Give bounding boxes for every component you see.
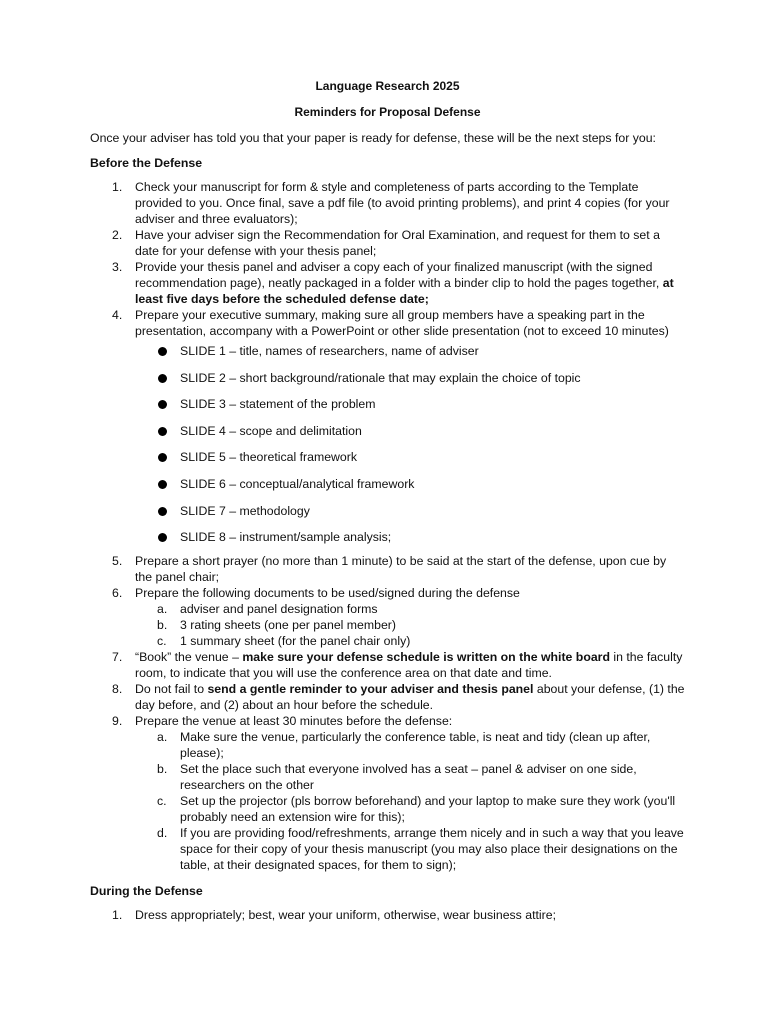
venue-list (135, 729, 685, 873)
step-text: Dress appropriately; best, wear your uniform, otherwise, wear business attire; (135, 908, 557, 923)
document-item (135, 633, 685, 649)
step-text: Prepare the following documents to be used/signed during the defense (135, 586, 520, 601)
step-text: Prepare your executive summary, making sure all group members have a speaking part in the presentation, accompany with a PowerPoint or other slide presentation (not to exceed 10 minutes) (135, 308, 669, 338)
slide-item (135, 529, 685, 549)
step-item (90, 179, 685, 227)
bullet-icon (158, 374, 167, 383)
step-text-continued: about your defense, (1) the day before, and (2) about an hour before the schedule. (135, 682, 685, 713)
step-item (90, 227, 685, 259)
document-text: 1 summary sheet (for the panel chair only) (180, 634, 411, 649)
slide-text: SLIDE 8 – instrument/sample analysis; (180, 530, 392, 545)
slide-item (135, 503, 685, 530)
document-item (135, 601, 685, 617)
venue-item (135, 825, 685, 873)
before-defense-steps (90, 179, 685, 873)
step-item (90, 307, 685, 549)
during-defense-heading: During the Defense (90, 884, 203, 899)
item-letter: a. (157, 602, 168, 617)
document-page (90, 78, 685, 923)
step-number: 8. (112, 682, 123, 697)
item-letter: c. (157, 794, 167, 809)
step-text-emphasis: at least five days before the scheduled defense date; (135, 276, 674, 306)
item-letter: b. (157, 618, 168, 633)
slide-text: SLIDE 3 – statement of the problem (180, 397, 376, 412)
venue-text: Set up the projector (pls borrow beforehand) and your laptop to make sure they work (you'll probably need an extension wire for this); (180, 794, 676, 825)
step-number: 1. (112, 180, 123, 194)
slide-item (135, 396, 685, 423)
step-text-emphasis: make sure your defense schedule is written on the white board (242, 650, 610, 665)
bullet-icon (158, 347, 167, 356)
step-number: 4. (112, 308, 123, 322)
bullet-icon (158, 533, 167, 542)
slide-item (135, 343, 685, 370)
step-number: 2. (112, 228, 123, 242)
step-number: 1. (112, 908, 123, 923)
step-text: Have your adviser sign the Recommendation for Oral Examination, and request for them to set a date for your defense with your thesis panel; (135, 228, 660, 258)
item-letter: a. (157, 730, 168, 745)
venue-item (135, 729, 685, 761)
step-text: Prepare the venue at least 30 minutes before the defense: (135, 714, 453, 729)
step-item (90, 585, 685, 649)
venue-text: Set the place such that everyone involved has a seat – panel & adviser on one side, researchers on the other (180, 762, 637, 793)
before-defense-heading: Before the Defense (90, 156, 203, 170)
bullet-icon (158, 427, 167, 436)
venue-item (135, 761, 685, 793)
bullet-icon (158, 400, 167, 409)
step-item (90, 649, 685, 681)
item-letter: c. (157, 634, 167, 649)
item-letter: d. (157, 826, 168, 841)
slide-item (135, 423, 685, 450)
step-item (90, 713, 685, 873)
slide-item (135, 476, 685, 503)
bullet-icon (158, 480, 167, 489)
documents-list (135, 601, 685, 649)
venue-text: Make sure the venue, particularly the conference table, is neat and tidy (clean up after, please); (180, 730, 651, 761)
slide-item (135, 449, 685, 476)
slide-text: SLIDE 2 – short background/rationale that may explain the choice of topic (180, 370, 581, 385)
slide-text: SLIDE 5 – theoretical framework (180, 450, 358, 465)
slide-list (135, 343, 685, 549)
step-text: Do not fail to (135, 682, 208, 697)
step-item (90, 907, 685, 923)
step-item (90, 259, 685, 307)
step-text: “Book” the venue – (135, 650, 243, 665)
step-number: 6. (112, 586, 123, 601)
venue-item (135, 793, 685, 825)
document-text: 3 rating sheets (one per panel member) (180, 618, 396, 633)
step-number: 9. (112, 714, 123, 729)
document-text: adviser and panel designation forms (180, 602, 378, 617)
venue-text: If you are providing food/refreshments, arrange them nicely and in such a way that you leave space for their copy of your thesis manuscript (you may also place their designations on the table, at their designated spaces, for them to sign); (180, 826, 684, 873)
intro-paragraph: Once your adviser has told you that your paper is ready for defense, these will be the next steps for you: (90, 131, 656, 145)
step-number: 5. (112, 554, 123, 569)
step-text: Provide your thesis panel and adviser a copy each of your finalized manuscript (with the signed recommendation page), neatly packaged in a folder with a binder clip to hold the pages together, (135, 260, 663, 290)
step-item (90, 681, 685, 713)
document-title: Language Research 2025 (315, 79, 460, 93)
slide-text: SLIDE 7 – methodology (180, 503, 310, 518)
step-text: Check your manuscript for form & style and completeness of parts according to the Template provided to you. Once final, save a pdf file (to avoid printing problems), and print 4 copies (for your adviser and three evaluators); (135, 180, 670, 226)
slide-text: SLIDE 6 – conceptual/analytical framework (180, 476, 415, 491)
step-text: Prepare a short prayer (no more than 1 minute) to be said at the start of the defense, upon cue by the panel chair; (135, 554, 667, 585)
during-defense-steps (90, 907, 685, 923)
step-item (90, 553, 685, 585)
step-number: 3. (112, 260, 123, 274)
bullet-icon (158, 453, 167, 462)
item-letter: b. (157, 762, 168, 777)
slide-text: SLIDE 4 – scope and delimitation (180, 423, 362, 438)
step-text-continued: in the faculty room, to indicate that you will use the conference area on that date and time. (135, 650, 683, 681)
document-item (135, 617, 685, 633)
bullet-icon (158, 507, 167, 516)
step-number: 7. (112, 650, 123, 665)
document-subtitle: Reminders for Proposal Defense (294, 105, 481, 119)
slide-text: SLIDE 1 – title, names of researchers, name of adviser (180, 344, 479, 358)
slide-item (135, 370, 685, 397)
step-text-emphasis: send a gentle reminder to your adviser and thesis panel (207, 682, 534, 697)
